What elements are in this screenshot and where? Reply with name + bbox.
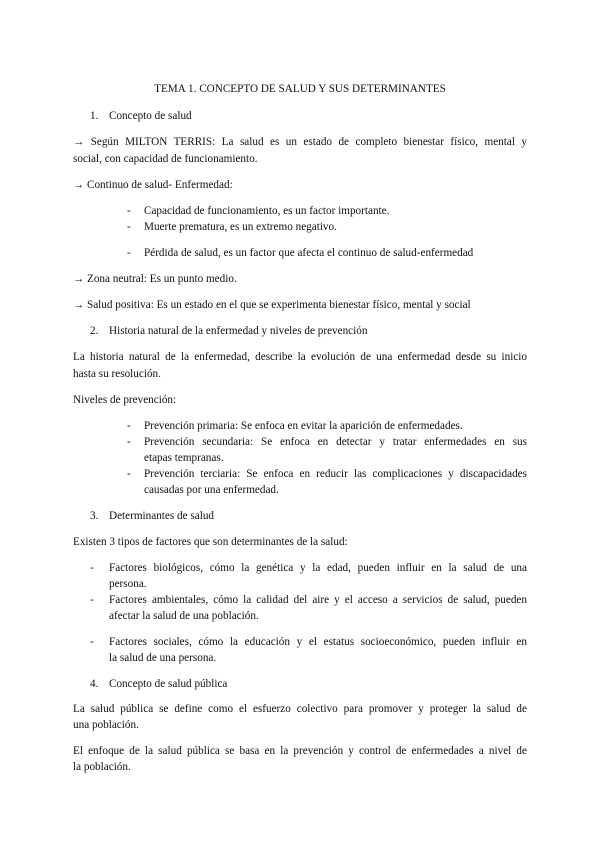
historia-line-1: La historia natural de la enfermedad, describe la evolución de una enfermedad desde su inicio [73,351,527,363]
continuo-item-1: Capacidad de funcionamiento, es un factor importante. [144,205,390,217]
terris-line-1: → Según MILTON TERRIS: La salud es un estado de completo bienestar físico, mental y [73,136,527,148]
page-title: TEMA 1. CONCEPTO DE SALUD Y SUS DETERMINANTES [154,83,446,95]
determinantes-intro: Existen 3 tipos de factores que son determinantes de la salud: [73,536,348,548]
bullet-dash: - [90,594,94,606]
section-3-heading: Determinantes de salud [109,510,215,522]
terris-line-2: social, con capacidad de funcionamiento. [73,153,258,165]
salud-publica-p2-line-2: la población. [73,761,131,773]
factores-sociales-line-2: la salud de una persona. [109,652,217,664]
section-2-number: 2. [90,325,99,337]
section-2-heading: Historia natural de la enfermedad y niveles de prevención [109,325,368,337]
section-3-number: 3. [90,510,99,522]
factores-biologicos-line-1: Factores biológicos, cómo la genética y la edad, pueden influir en la salud de una [109,562,527,574]
salud-positiva: → Salud positiva: Es un estado en el que se experimenta bienestar físico, mental y social [73,299,471,311]
section-1-number: 1. [90,110,99,122]
prevencion-terciaria-line-1: Prevención terciaria: Se enfoca en reducir las complicaciones y discapacidades [144,468,527,480]
bullet-dash: - [127,468,131,480]
bullet-dash: - [90,562,94,574]
bullet-dash: - [127,221,131,233]
salud-publica-p1-line-2: una población. [73,719,139,731]
zona-neutral: → Zona neutral: Es un punto medio. [73,273,237,285]
factores-ambientales-line-1: Factores ambientales, cómo la calidad del aire y el acceso a servicios de salud, pueden [109,594,527,606]
bullet-dash: - [127,205,131,217]
factores-sociales-line-1: Factores sociales, cómo la educación y el estatus socioeconómico, pueden influir en [109,636,527,648]
prevencion-secundaria-line-1: Prevención secundaria: Se enfoca en detectar y tratar enfermedades en sus [144,436,527,448]
bullet-dash: - [127,247,131,259]
bullet-dash: - [127,420,131,432]
factores-ambientales-line-2: afectar la salud de una población. [109,610,259,622]
factores-biologicos-line-2: persona. [109,578,147,590]
continuo-item-3: Pérdida de salud, es un factor que afecta el continuo de salud-enfermedad [144,247,474,259]
niveles-heading: Niveles de prevención: [73,394,177,406]
bullet-dash: - [90,636,94,648]
salud-publica-p2-line-1: El enfoque de la salud pública se basa en la prevención y control de enfermedades a nivel de [73,745,527,757]
section-4-number: 4. [90,678,99,690]
salud-publica-p1-line-1: La salud pública se define como el esfuerzo colectivo para promover y proteger la salud de [73,703,527,715]
prevencion-secundaria-line-2: etapas tempranas. [144,452,224,464]
section-4-heading: Concepto de salud pública [109,678,228,690]
section-1-heading: Concepto de salud [109,110,192,122]
bullet-dash: - [127,436,131,448]
historia-line-2: hasta su resolución. [73,368,161,380]
continuo-heading: → Continuo de salud- Enfermedad: [73,179,233,191]
prevencion-terciaria-line-2: causadas por una enfermedad. [144,484,279,496]
continuo-item-2: Muerte prematura, es un extremo negativo. [144,221,337,233]
prevencion-primaria: Prevención primaria: Se enfoca en evitar la aparición de enfermedades. [144,420,463,432]
